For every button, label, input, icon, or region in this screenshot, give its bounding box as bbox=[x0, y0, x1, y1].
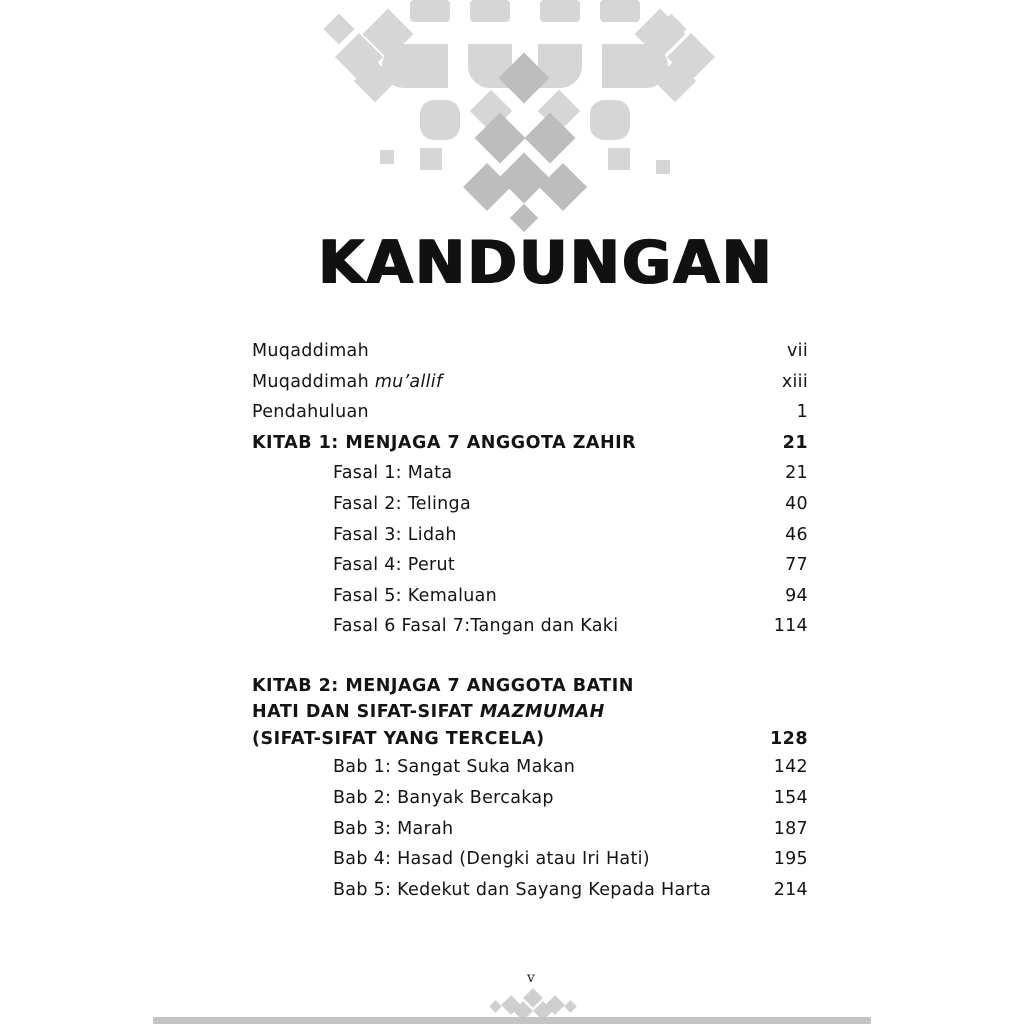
toc-entry-fasal-1[interactable] bbox=[252, 458, 808, 489]
toc-entry-muqaddimah[interactable] bbox=[252, 336, 808, 367]
geometric-tile-ornament-icon bbox=[320, 0, 730, 240]
toc-entry-bab-5[interactable] bbox=[252, 875, 808, 906]
toc-entry-pendahuluan[interactable] bbox=[252, 397, 808, 428]
toc-entry-bab-1[interactable] bbox=[252, 752, 808, 783]
toc-entry-label: Bab 2: Banyak Bercakap bbox=[333, 788, 554, 809]
toc-entry-label: Fasal 3: Lidah bbox=[333, 524, 457, 545]
toc-heading-page: 128 bbox=[769, 728, 808, 749]
page-title: KANDUNGAN bbox=[318, 228, 774, 298]
toc-heading-kitab-2-line-1[interactable] bbox=[252, 673, 808, 700]
toc-entry-page: vii bbox=[787, 341, 808, 361]
toc-heading-kitab-2-line-3[interactable] bbox=[252, 726, 808, 753]
toc-entry-page: 214 bbox=[773, 879, 808, 900]
small-tile-ornament-icon bbox=[488, 988, 578, 1018]
section-spacer bbox=[252, 642, 808, 673]
table-of-contents bbox=[252, 336, 808, 905]
toc-heading-label: KITAB 1: MENJAGA 7 ANGGOTA ZAHIR bbox=[252, 432, 637, 453]
toc-entry-label: Fasal 6 Fasal 7:Tangan dan Kaki bbox=[333, 616, 619, 637]
toc-entry-fasal-3[interactable] bbox=[252, 520, 808, 551]
toc-entry-label: Bab 4: Hasad (Dengki atau Iri Hati) bbox=[333, 849, 650, 870]
toc-entry-page: 187 bbox=[773, 818, 808, 839]
page-number: v bbox=[527, 970, 535, 986]
toc-entry-label: Pendahuluan bbox=[252, 402, 369, 423]
toc-heading-kitab-1[interactable] bbox=[252, 428, 808, 459]
toc-entry-label: Fasal 5: Kemaluan bbox=[333, 585, 498, 606]
toc-entry-label: Bab 1: Sangat Suka Makan bbox=[333, 757, 576, 778]
toc-entry-page: 77 bbox=[785, 555, 808, 576]
toc-entry-label-italic: mu’allif bbox=[374, 371, 443, 392]
toc-entry-label: Fasal 1: Mata bbox=[333, 463, 453, 484]
toc-entry-muqaddimah-muallif[interactable] bbox=[252, 367, 808, 398]
toc-entry-label: Muqaddimah bbox=[252, 341, 369, 361]
toc-entry-fasal-4[interactable] bbox=[252, 550, 808, 581]
toc-entry-label: Fasal 4: Perut bbox=[333, 555, 456, 576]
toc-entry-page: xiii bbox=[781, 371, 808, 392]
toc-entry-bab-3[interactable] bbox=[252, 814, 808, 845]
toc-entry-label: Bab 3: Marah bbox=[333, 818, 454, 839]
toc-entry-bab-4[interactable] bbox=[252, 844, 808, 875]
toc-heading-label-italic: MAZMUMAH bbox=[479, 702, 605, 723]
toc-entry-page: 40 bbox=[785, 493, 808, 514]
toc-entry-bab-2[interactable] bbox=[252, 783, 808, 814]
toc-heading-label: KITAB 2: MENJAGA 7 ANGGOTA BATIN bbox=[252, 675, 634, 696]
toc-entry-label: Fasal 2: Telinga bbox=[333, 493, 471, 514]
toc-entry-page: 94 bbox=[785, 585, 808, 606]
toc-entry-page: 195 bbox=[773, 849, 808, 870]
toc-entry-fasal-5[interactable] bbox=[252, 581, 808, 612]
toc-heading-label bbox=[252, 699, 605, 726]
toc-entry-label bbox=[252, 367, 442, 398]
toc-entry-page: 142 bbox=[773, 757, 808, 778]
toc-heading-page: 21 bbox=[782, 432, 808, 453]
toc-entry-label-plain: Muqaddimah bbox=[252, 371, 375, 392]
toc-entry-label: Bab 5: Kedekut dan Sayang Kepada Harta bbox=[333, 879, 712, 900]
toc-entry-page: 1 bbox=[796, 402, 808, 423]
toc-entry-page: 21 bbox=[785, 463, 808, 484]
toc-entry-fasal-6-7[interactable] bbox=[252, 611, 808, 642]
toc-heading-label-plain: HATI DAN SIFAT-SIFAT bbox=[252, 702, 480, 723]
toc-entry-fasal-2[interactable] bbox=[252, 489, 808, 520]
toc-heading-label: (SIFAT-SIFAT YANG TERCELA) bbox=[252, 728, 545, 749]
toc-entry-page: 114 bbox=[773, 616, 808, 637]
toc-entry-page: 154 bbox=[773, 788, 808, 809]
toc-heading-kitab-2-line-2[interactable] bbox=[252, 699, 808, 726]
toc-entry-page: 46 bbox=[785, 524, 808, 545]
footer-rule bbox=[153, 1017, 871, 1024]
